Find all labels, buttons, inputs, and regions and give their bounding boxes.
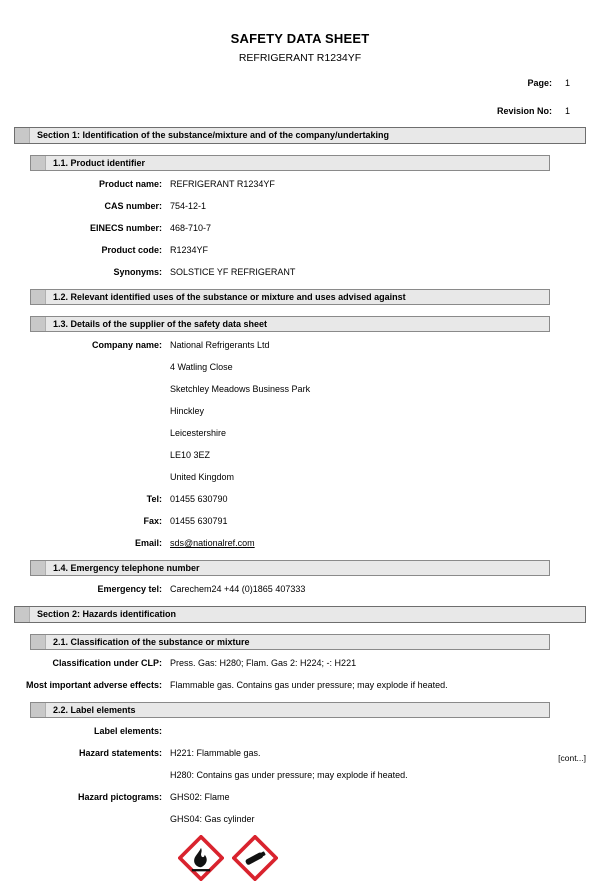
field-value: Leicestershire — [170, 428, 227, 438]
field-value: 01455 630790 — [170, 494, 228, 504]
field-value: H280: Contains gas under pressure; may explode if heated. — [170, 770, 408, 780]
field-label: Emergency tel: — [97, 584, 162, 594]
section-1-title: Section 1: Identification of the substance/mixture and of the company/undertaking — [37, 130, 390, 140]
field-label: Product code: — [101, 245, 162, 255]
field-label: Hazard statements: — [78, 748, 162, 758]
section-1-3-header — [30, 316, 550, 332]
field-row — [14, 339, 586, 351]
document-subtitle: REFRIGERANT R1234YF — [238, 52, 362, 64]
field-label: Tel: — [146, 494, 162, 504]
field-label: Product name: — [98, 179, 162, 189]
field-value: GHS04: Gas cylinder — [170, 814, 255, 824]
section-tab — [31, 156, 46, 170]
field-row — [14, 471, 586, 483]
field-value: LE10 3EZ — [170, 450, 211, 460]
field-row — [14, 405, 586, 417]
section-1-2-title: 1.2. Relevant identified uses of the substance or mixture and uses advised against — [53, 291, 406, 302]
field-row — [14, 679, 586, 691]
field-value: Sketchley Meadows Business Park — [170, 384, 311, 394]
field-row — [14, 427, 586, 439]
flame-pictogram — [178, 835, 224, 881]
revision-value: 1 — [564, 106, 570, 116]
document-header — [14, 0, 586, 66]
field-value: 01455 630791 — [170, 516, 228, 526]
section-1-header — [14, 127, 586, 144]
section-1-4-header — [30, 560, 550, 576]
field-row — [14, 222, 586, 234]
field-value: United Kingdom — [170, 472, 235, 482]
section-tab — [31, 703, 46, 717]
field-label: Fax: — [143, 516, 162, 526]
field-row — [14, 449, 586, 461]
section-1-1-header — [30, 155, 550, 171]
field-label: CAS number: — [104, 201, 162, 211]
field-row — [14, 725, 586, 737]
section-2-2-header — [30, 702, 550, 718]
field-value: 4 Watling Close — [170, 362, 233, 372]
field-value: Press. Gas: H280; Flam. Gas 2: H224; -: H221 — [170, 658, 357, 668]
field-value: Flammable gas. Contains gas under pressure; may explode if heated. — [170, 680, 448, 690]
section-tab — [15, 128, 30, 143]
field-row — [14, 383, 586, 395]
field-row — [14, 493, 586, 505]
field-row — [14, 515, 586, 527]
revision-label: Revision No: — [496, 106, 552, 116]
field-label: Synonyms: — [113, 267, 162, 277]
page-value: 1 — [564, 78, 570, 88]
gas-cylinder-pictogram — [232, 835, 278, 881]
field-label: Company name: — [91, 340, 162, 350]
section-1-2-header — [30, 289, 550, 305]
field-row — [14, 657, 586, 669]
page-label: Page: — [527, 78, 552, 88]
label-elements-fields — [14, 725, 586, 825]
section-2-header — [14, 606, 586, 623]
revision-row — [14, 106, 586, 116]
section-tab — [31, 317, 46, 331]
emergency-telephone-fields — [14, 583, 586, 595]
section-1-3-title: 1.3. Details of the supplier of the safety data sheet — [53, 318, 268, 329]
field-value: R1234YF — [170, 245, 209, 255]
field-label: Label elements: — [93, 726, 162, 736]
field-label: Most important adverse effects: — [25, 680, 162, 690]
field-row — [14, 178, 586, 190]
field-row — [14, 537, 586, 549]
field-value: 754-12-1 — [170, 201, 207, 211]
field-row — [14, 266, 586, 278]
page-footer: [cont...] — [558, 753, 586, 763]
document-title: SAFETY DATA SHEET — [230, 31, 370, 46]
field-value: National Refrigerants Ltd — [170, 340, 270, 350]
field-row — [14, 583, 586, 595]
field-label: Email: — [134, 538, 162, 548]
section-2-2-title: 2.2. Label elements — [53, 704, 136, 715]
section-tab — [31, 635, 46, 649]
supplier-details-fields — [14, 339, 586, 549]
section-1-4-title: 1.4. Emergency telephone number — [53, 562, 200, 573]
field-row — [14, 361, 586, 373]
email-link[interactable]: sds@nationalref.com — [170, 538, 255, 548]
section-2-title: Section 2: Hazards identification — [37, 609, 177, 619]
classification-fields — [14, 657, 586, 691]
field-label: Hazard pictograms: — [77, 792, 162, 802]
field-value: Hinckley — [170, 406, 205, 416]
field-label: EINECS number: — [89, 223, 162, 233]
field-row — [14, 769, 586, 781]
field-label: Classification under CLP: — [52, 658, 162, 668]
field-value: GHS02: Flame — [170, 792, 230, 802]
field-row — [14, 791, 586, 803]
section-2-1-title: 2.1. Classification of the substance or mixture — [53, 636, 250, 647]
field-value: 468-710-7 — [170, 223, 212, 233]
section-tab — [31, 561, 46, 575]
field-row — [14, 244, 586, 256]
field-row — [14, 747, 586, 759]
product-identifier-fields — [14, 178, 586, 278]
field-row — [14, 200, 586, 212]
hazard-pictograms — [14, 835, 586, 881]
field-value: REFRIGERANT R1234YF — [170, 179, 275, 189]
section-2-1-header — [30, 634, 550, 650]
field-row — [14, 813, 586, 825]
field-value: SOLSTICE YF REFRIGERANT — [170, 267, 296, 277]
field-value: H221: Flammable gas. — [170, 748, 261, 758]
field-value: Carechem24 +44 (0)1865 407333 — [170, 584, 306, 594]
section-tab — [15, 607, 30, 622]
page-number-row — [14, 78, 586, 88]
section-1-1-title: 1.1. Product identifier — [53, 157, 146, 168]
section-tab — [31, 290, 46, 304]
